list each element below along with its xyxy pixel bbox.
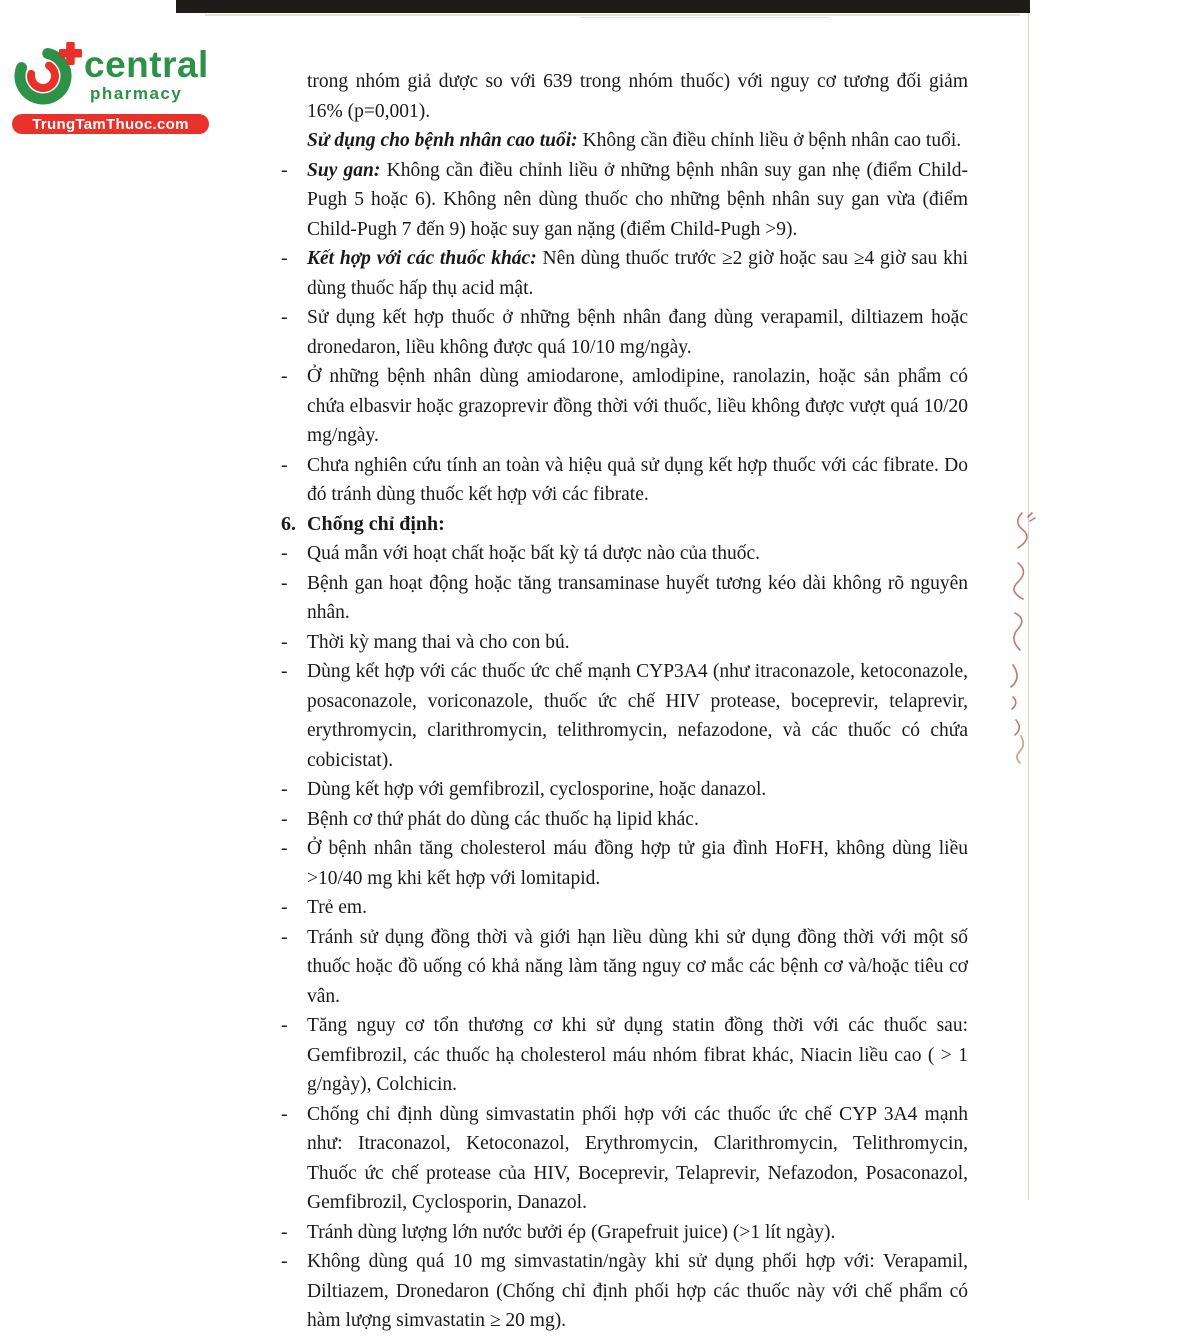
list-marker: - (281, 1221, 288, 1243)
item-text: Quá mẫn với hoạt chất hoặc bất kỳ tá dược nào của thuốc. (307, 543, 760, 564)
list-marker: - (281, 248, 288, 269)
list-item (281, 834, 968, 893)
central-pharmacy-logo-icon (14, 38, 82, 106)
list-marker: - (281, 1015, 288, 1036)
item-text: trong nhóm giả dược so với 639 trong nhóm thuốc) với nguy cơ tương đối giảm 16% (p=0,001). (307, 71, 968, 122)
margin-handwriting-mark-small (1008, 732, 1034, 766)
logo-site-text: TrungTamThuoc.com (32, 115, 189, 133)
logo-site-badge (12, 114, 209, 134)
list-marker: - (281, 572, 288, 594)
item-text: Bệnh cơ thứ phát do dùng các thuốc hạ lipid khác. (307, 808, 699, 830)
list-item (281, 126, 968, 156)
list-item (281, 244, 968, 303)
list-marker: - (281, 1251, 288, 1272)
item-text: Chống chỉ định: (307, 512, 445, 535)
list-item (281, 775, 968, 805)
list-item (281, 1218, 968, 1248)
list-marker: - (281, 1103, 288, 1125)
list-marker: - (281, 661, 288, 682)
list-marker: - (281, 454, 288, 476)
list-marker: 6. (281, 512, 296, 535)
item-text: Không dùng quá 10 mg simvastatin/ngày khi sử dụng phối hợp với: Verapamil, Diltiazem, Dronedaron (Chống chỉ định phối hợp các thuốc này với chế phẩm có hàm lượng simvastatin ≥ 20 mg). (307, 1251, 968, 1331)
item-text: Nên dùng thuốc trước ≥2 giờ hoặc sau ≥4 giờ sau khi dùng thuốc hấp thụ acid mật. (307, 248, 968, 299)
item-lead: Suy gan: (307, 159, 381, 181)
item-text: Tránh dùng lượng lớn nước bưởi ép (Grapefruit juice) (>1 lít ngày). (307, 1221, 836, 1243)
list-marker: - (281, 897, 288, 918)
item-text: Chưa nghiên cứu tính an toàn và hiệu quả sử dụng kết hợp thuốc với các fibrate. Do đó tránh dùng thuốc kết hợp với các fibrate. (307, 454, 968, 505)
list-marker: - (281, 631, 288, 653)
item-text: Tránh sử dụng đồng thời và giới hạn liều dùng khi sử dụng đồng thời với một số thuốc hoặc đồ uống có khả năng làm tăng nguy cơ mắc các bệnh cơ và/hoặc tiêu cơ vân. (307, 926, 968, 1007)
scan-smudge-line (205, 14, 1020, 16)
scan-smudge-line (580, 17, 830, 18)
list-item (281, 893, 968, 923)
list-item (281, 362, 968, 451)
list-item (281, 539, 968, 569)
list-item (281, 923, 968, 1012)
list-item (281, 1247, 968, 1336)
list-item (281, 805, 968, 835)
item-lead: Sử dụng cho bệnh nhân cao tuổi: (307, 130, 578, 151)
list-item (281, 569, 968, 628)
list-marker: - (281, 926, 288, 948)
list-item (281, 1011, 968, 1100)
list-marker: - (281, 838, 288, 859)
list-marker: - (281, 779, 288, 800)
item-text: Dùng kết hợp với gemfibrozil, cyclosporine, hoặc danazol. (307, 779, 767, 800)
list-marker: - (281, 543, 288, 564)
pharmacy-logo (12, 34, 222, 138)
document-body (281, 67, 968, 1336)
scan-top-bar (176, 0, 1030, 13)
logo-sub-text: pharmacy (90, 84, 183, 103)
item-text: Bệnh gan hoạt động hoặc tăng transaminase huyết tương kéo dài không rõ nguyên nhân. (307, 572, 968, 623)
item-text: Trẻ em. (307, 897, 367, 918)
section-heading (281, 510, 968, 540)
list-item (281, 303, 968, 362)
item-text: Tăng nguy cơ tổn thương cơ khi sử dụng statin đồng thời với các thuốc sau: Gemfibrozil, các thuốc hạ cholesterol máu nhóm fibrat khác, Niacin liều cao ( > 1 g/ngày), Colchicin. (307, 1015, 968, 1095)
list-marker: - (281, 366, 288, 387)
list-marker: - (281, 307, 288, 328)
item-lead: Kết hợp với các thuốc khác: (307, 248, 537, 269)
list-item (281, 67, 968, 126)
list-item (281, 628, 968, 658)
list-marker: - (281, 159, 288, 181)
list-item (281, 156, 968, 245)
item-text: Thời kỳ mang thai và cho con bú. (307, 631, 570, 653)
item-text: Ở bệnh nhân tăng cholesterol máu đồng hợp tử gia đình HoFH, không dùng liều >10/40 mg khi kết hợp với lomitapid. (307, 838, 968, 889)
item-text: Chống chỉ định dùng simvastatin phối hợp với các thuốc ức chế CYP 3A4 mạnh như: Itraconazol, Ketoconazol, Erythromycin, Clarithromycin, Telithromycin, Thuốc ức chế protease của HIV, Boceprevir, Telaprevir, Nefazodon, Posaconazol, Gemfibrozil, Cyclosporin, Danazol. (307, 1103, 968, 1213)
list-item (281, 451, 968, 510)
item-text: Không cần điều chỉnh liều ở những bệnh nhân suy gan nhẹ (điểm Child-Pugh 5 hoặc 6). Không nên dùng thuốc cho những bệnh nhân suy gan vừa (điểm Child-Pugh 7 đến 9) hoặc suy gan nặng (điểm Child-Pugh >9). (307, 159, 969, 240)
logo-brand-text: central (84, 44, 209, 85)
item-text: Ở những bệnh nhân dùng amiodarone, amlodipine, ranolazin, hoặc sản phẩm có chứa elbasvir hoặc grazoprevir đồng thời với thuốc, liều không được vượt quá 10/20 mg/ngày. (307, 366, 968, 446)
list-item (281, 657, 968, 775)
item-text: Không cần điều chỉnh liều ở bệnh nhân cao tuổi. (582, 130, 962, 151)
list-marker: - (281, 808, 288, 830)
item-text: Sử dụng kết hợp thuốc ở những bệnh nhân đang dùng verapamil, diltiazem hoặc dronedaron, liều không được quá 10/10 mg/ngày. (307, 307, 968, 358)
item-text: Dùng kết hợp với các thuốc ức chế mạnh CYP3A4 (như itraconazole, ketoconazole, posaconazole, voriconazole, thuốc ức chế HIV protease, boceprevir, telaprevir, erythromycin, clarithromycin, telithromycin, nefazodone, và các thuốc có chứa cobicistat). (307, 661, 968, 771)
